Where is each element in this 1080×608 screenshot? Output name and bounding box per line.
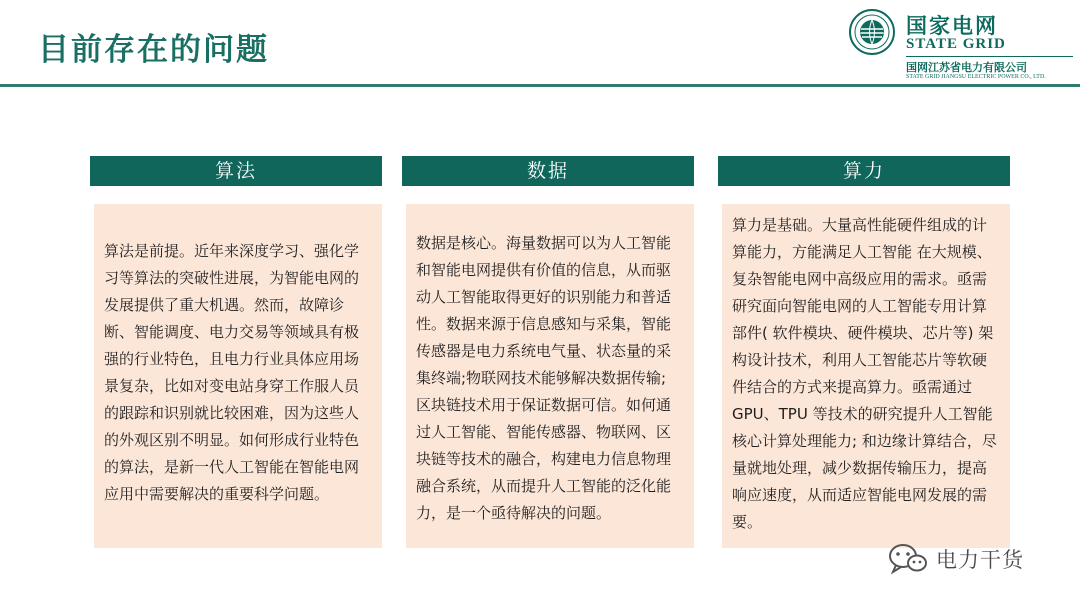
wechat-watermark xyxy=(888,542,1024,576)
slide-title: 目前存在的问题 xyxy=(38,32,269,68)
data-column-text: 数据是核心。海量数据可以为人工智能和智能电网提供有价值的信息，从而驱动人工智能取得更好的识别能力和普适性。数据来源于信息感知与采集，智能传感器是电力系统电气量、状态量的采集终端;物联网技术能够解决数据传输; 区块链技术用于保证数据可信。如何通过人工智能、智能传感器、物联网、区块链等技术的融合，构建电力信息物理融合系统，从而提升人工智能的泛化能力，是一个亟待解决的问题。 xyxy=(416,234,672,522)
logo-cn-name: 国家电网 xyxy=(906,14,998,38)
logo-divider xyxy=(906,56,1073,57)
watermark-text: 电力干货 xyxy=(936,548,1024,572)
state-grid-emblem-icon xyxy=(848,8,896,56)
compute-column-text: 算力是基础。大量高性能硬件组成的计算能力，方能满足人工智能 在大规模、复杂智能电网中高级应用的需求。亟需研究面向智能电网的人工智能专用计算部件( 软件模块、硬件模块、芯片等) 架构设计技术，利用人工智能芯片等软硬件结合的方式来提高算力。亟需通过GPU、TPU 等技术的研究提升人工智能核心计算处理能力; 和边缘计算结合，尽量就地处理，减少数据传输压力，提高响应速度，从而适应智能电网发展的需要。 xyxy=(732,216,997,531)
logo-subsidiary-en: STATE GRID JIANGSU ELECTRIC POWER CO., LTD. xyxy=(906,74,1046,80)
algorithm-column-text: 算法是前提。近年来深度学习、强化学习等算法的突破性进展，为智能电网的发展提供了重大机遇。然而，故障诊断、智能调度、电力交易等领域具有极强的行业特色，且电力行业具体应用场景复杂，比如对变电站身穿工作服人员的跟踪和识别就比较困难，因为这些人的外观区别不明显。如何形成行业特色的算法，是新一代人工智能在智能电网应用中需要解决的重要科学问题。 xyxy=(104,242,360,503)
logo-en-name: STATE GRID xyxy=(906,36,1006,52)
data-column-box xyxy=(406,204,694,548)
compute-column-box xyxy=(722,204,1010,548)
data-column-header: 数据 xyxy=(402,156,694,186)
compute-column-header: 算力 xyxy=(718,156,1010,186)
algorithm-column-box xyxy=(94,204,382,548)
algorithm-column-header: 算法 xyxy=(90,156,382,186)
logo-subsidiary-cn: 国网江苏省电力有限公司 xyxy=(906,61,1027,74)
wechat-icon xyxy=(888,542,928,576)
state-grid-logo xyxy=(848,8,1073,78)
header-divider xyxy=(0,84,1080,87)
